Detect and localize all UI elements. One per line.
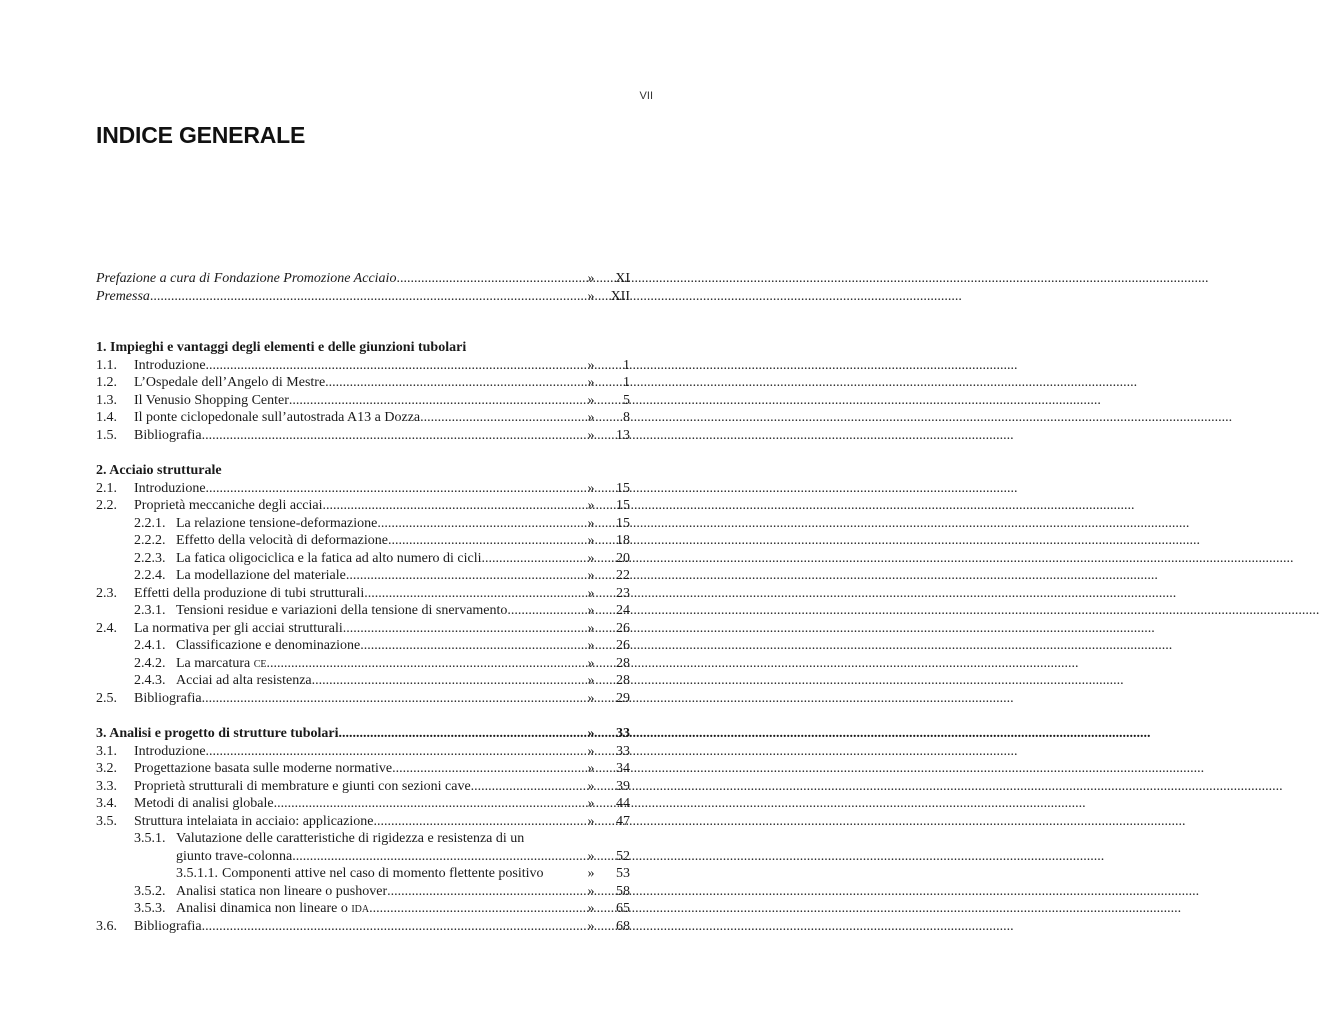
page-ref: 29 [616,690,630,706]
toc-entry-number: 2.3.1. [134,603,166,618]
page-ref: 1 [623,375,630,390]
toc-entry [96,830,630,848]
dot-leader [325,374,576,392]
toc-entry-title-text: Progettazione basata sulle moderne normative [134,761,393,776]
toc-entry-title-text: L’Ospedale dell’Angelo di Mestre [134,375,326,390]
toc-entry-title-text: Classificazione e denominazione [176,638,361,653]
toc-entry-number: 2.2.3. [134,550,166,566]
toc-entry-number: 1.5. [96,427,117,443]
page-marker: » [587,690,595,706]
page-number: VII [639,90,653,102]
page-marker: » [587,620,595,636]
toc-entry-title [134,357,206,375]
toc-entry-number: 1.3. [96,392,117,408]
toc-entry-title-text: Effetti della produzione di tubi strutturali [134,585,365,601]
dot-leader [150,288,576,306]
toc-entry [96,515,630,533]
dot-leader [323,497,576,515]
toc-entry-number: 2.4.2. [134,655,166,671]
toc-entry-number: 3.2. [96,761,117,776]
page-marker: » [587,271,595,286]
toc-entry-acronym: CE [253,658,267,670]
toc-entry [96,865,630,883]
page-marker: » [587,673,595,688]
toc-entry-title-text: La fatica oligociclica e la fatica ad alto numero di cicli [176,550,482,566]
toc-entry-title [96,725,339,743]
toc-entry-title [134,427,202,445]
dot-leader [267,655,576,673]
toc-entry-title [96,462,222,480]
page-marker: » [587,866,595,881]
toc-entry-title [134,409,420,427]
toc-entry-title-text: Introduzione [134,480,206,496]
spacer [96,305,630,339]
page-ref: 28 [616,673,630,688]
toc-entry-title [134,620,343,638]
toc-entry [96,567,630,585]
page-marker: » [587,883,595,899]
toc-entry [96,357,630,375]
toc-entry-title-text: Analisi dinamica non lineare o [176,901,348,916]
toc-entry-number: 3.6. [96,918,117,934]
toc-entry-title [134,690,202,708]
toc-entry-title-text: Introduzione [134,357,206,373]
toc-entry-title [176,602,507,620]
toc-entry [96,374,630,392]
spacer [96,444,630,462]
toc-entry-title [176,655,267,674]
dot-leader [360,637,576,655]
page-ref: 22 [616,568,630,583]
toc-entry-number: 2.3. [96,585,117,601]
dot-leader [339,725,576,743]
toc-entry [96,409,630,427]
page-marker: » [587,761,595,776]
toc-entry-number: 3.3. [96,778,117,794]
toc-entry-acronym: IDA [351,904,370,915]
page-marker: » [587,515,595,531]
toc-entry-number: 2.1. [96,480,117,496]
toc-entry-title-text: Premessa [96,288,150,304]
page-ref: 28 [616,655,630,671]
toc-entry [96,532,630,550]
toc-entry [96,848,630,866]
toc-entry [96,288,630,306]
toc-entry-title [176,672,312,690]
toc-entry-number: 2.2.4. [134,568,166,583]
dot-leader [274,795,576,813]
toc-entry-number: 1.1. [96,357,117,373]
page-marker: » [587,726,595,741]
page-ref: 24 [616,603,630,618]
toc-entry-number: 3.1. [96,743,117,759]
dot-leader [387,883,576,901]
page-marker: » [587,392,595,408]
toc-entry [96,480,630,498]
spacer [96,707,630,725]
toc-entry-title-text: Il ponte ciclopedonale sull’autostrada A13 a Dozza [134,410,421,425]
toc-entry [96,427,630,445]
toc-entry-title [176,900,369,919]
page-ref: 53 [616,866,630,881]
toc-entry [96,270,630,288]
dot-leader [202,427,576,445]
toc-entry-title-text: giunto trave-colonna [176,848,293,864]
toc-entry-title [134,480,206,498]
toc-entry-title-text: Componenti attive nel caso di momento flettente positivo [222,866,544,881]
page-marker: » [587,918,595,934]
page-ref: 8 [623,410,630,425]
toc-entry [96,655,630,673]
toc-entry-title-text: Bibliografia [134,427,202,443]
toc-entry-title-text: Metodi di analisi globale [134,796,274,811]
toc-entry-title-text: Bibliografia [134,918,202,934]
toc-entry-number: 3.4. [96,796,117,811]
dot-leader [206,480,576,498]
toc-entry-title [134,813,373,831]
toc-entry [96,392,630,410]
toc-entry-number: 2.2.2. [134,533,166,548]
toc-entry-title [134,778,471,796]
toc-entry-number: 2.4.1. [134,638,166,653]
toc-entry [96,585,630,603]
dot-leader [507,602,576,620]
dot-leader [289,392,576,410]
toc-entry-number: 2.4. [96,620,117,636]
toc-chapter-heading [96,339,630,357]
page-marker: » [587,357,595,373]
toc-entry-title-text: 3. Analisi e progetto di strutture tubolari [96,726,339,741]
page-ref: 47 [616,813,630,829]
toc-entry-title-text: La modellazione del materiale [176,568,346,583]
dot-leader [388,532,576,550]
page-marker: » [587,796,595,811]
page-marker: » [587,603,595,618]
toc-entry-title [134,585,364,603]
dot-leader [364,585,576,603]
dot-leader [292,848,576,866]
page-ref: XI [615,271,630,286]
toc-entry-title [134,392,289,410]
toc-entry-title [176,848,292,866]
toc-entry-number: 2.2.1. [134,515,166,531]
toc-entry-title-text: Struttura intelaiata in acciaio: applicazione [134,813,374,829]
toc-entry [96,900,630,918]
toc-entry [96,778,630,796]
page-ref: 33 [616,743,630,759]
toc-entry-title [176,515,377,533]
toc-entry [96,743,630,761]
toc-entry [96,672,630,690]
dot-leader [369,900,576,918]
dot-leader [312,672,576,690]
toc-entry-number: 2.2. [96,498,117,513]
page-ref: 1 [623,357,630,373]
page-ref: 44 [616,796,630,811]
toc-entry-title [176,637,360,655]
page-marker: » [587,743,595,759]
toc-entry [96,813,630,831]
toc-entry-title [176,532,388,550]
page-ref: 5 [623,392,630,408]
toc-entry-title-text: Proprietà strutturali di membrature e giunti con sezioni cave [134,778,471,794]
toc-entry-number: 2.5. [96,690,117,706]
toc-entry-title [134,743,206,761]
page-ref: 68 [616,918,630,934]
dot-leader [471,778,576,796]
dot-leader [373,813,576,831]
toc-entry [96,497,630,515]
toc-entry-title-text: La normativa per gli acciai strutturali [134,620,343,636]
toc-entry-number: 2.4.3. [134,673,166,688]
toc-entry-title [134,374,325,392]
toc-entry [96,918,630,936]
toc-entry-title [134,497,323,515]
toc-entry [96,760,630,778]
page-ref: 26 [616,638,630,653]
toc-chapter-heading [96,725,630,743]
page-ref: 26 [616,620,630,636]
page-ref: 18 [616,533,630,548]
page-marker: » [587,550,595,566]
page-ref: 20 [616,550,630,566]
toc-entry-title-text: Effetto della velocità di deformazione [176,533,388,548]
page-marker: » [587,533,595,548]
toc-entry-number: 3.5.2. [134,883,166,899]
toc-entry-title-text: Valutazione delle caratteristiche di rigidezza e resistenza di un [176,831,525,846]
page-ref: 34 [616,761,630,776]
page-marker: » [587,778,595,794]
page-title: INDICE GENERALE [96,122,306,148]
dot-leader [482,550,576,568]
page-marker: » [587,585,595,601]
toc-entry-title-text: Prefazione a cura di Fondazione Promozione Acciaio [96,271,397,286]
dot-leader [343,620,576,638]
page-ref: 33 [616,726,630,741]
toc-entry-title-text: Proprietà meccaniche degli acciai [134,498,323,513]
toc-entry [96,620,630,638]
toc-entry [96,795,630,813]
toc-entry-number: 3.5. [96,813,117,829]
dot-leader [420,409,576,427]
page-ref: 15 [616,480,630,496]
toc-entry-title-text: Tensioni residue e variazioni della tensione di snervamento [176,603,508,618]
toc-entry-title-text: Acciai ad alta resistenza [176,673,312,688]
toc-entry [96,690,630,708]
toc-entry-title-text: 2. Acciaio strutturale [96,463,222,478]
toc-chapter-heading [96,462,630,480]
toc-entry-title [96,270,396,288]
toc-entry-title [134,918,202,936]
dot-leader [206,357,576,375]
dot-leader [202,918,576,936]
page-ref: 23 [616,585,630,601]
page-marker: » [587,410,595,425]
dot-leader [206,743,576,761]
page-marker: » [587,375,595,390]
page-ref: 52 [616,848,630,864]
page-ref: 65 [616,901,630,916]
toc-entry-title-text: Introduzione [134,743,206,759]
toc-entry [96,637,630,655]
toc-entry-number: 1.2. [96,375,117,390]
toc-entry-title-text: Bibliografia [134,690,202,706]
toc-entry-title-text: La marcatura [176,655,251,671]
page-ref: 15 [616,515,630,531]
page-marker: » [587,288,595,304]
page-marker: » [587,568,595,583]
toc-entry-title-text: Il Venusio Shopping Center [134,392,289,408]
toc-entry-number: 3.5.1.1. [176,866,218,881]
toc-entry-title [176,550,482,568]
toc-entry-title-text: La relazione tensione-deformazione [176,515,378,531]
page-marker: » [587,813,595,829]
toc-entry-title [134,760,392,778]
toc-entry-number: 3.5.1. [134,831,166,846]
page-marker: » [587,480,595,496]
toc-entry-number: 3.5.3. [134,901,166,916]
dot-leader [392,760,576,778]
page-ref: 58 [616,883,630,899]
table-of-contents [96,270,630,935]
toc-entry-title [96,339,466,357]
toc-entry-title-text: Analisi statica non lineare o pushover [176,883,388,899]
page-marker: » [587,638,595,653]
dot-leader [377,515,576,533]
page-ref: 13 [616,427,630,443]
page-ref: XII [610,288,630,304]
page-ref: 39 [616,778,630,794]
toc-entry-number: 1.4. [96,410,117,425]
dot-leader [346,567,576,585]
dot-leader [202,690,576,708]
page-marker: » [587,427,595,443]
page-marker: » [587,848,595,864]
toc-entry [96,602,630,620]
page-marker: » [587,901,595,916]
toc-entry-title [176,883,387,901]
toc-entry-title-text: 1. Impieghi e vantaggi degli elementi e delle giunzioni tubolari [96,340,467,355]
toc-entry-title [176,567,346,585]
page-ref: 15 [616,498,630,513]
toc-entry [96,883,630,901]
toc-entry-title [222,865,544,883]
toc-entry-title [176,830,524,848]
dot-leader [396,270,576,288]
toc-entry [96,550,630,568]
toc-entry-title [96,288,150,306]
page-marker: » [587,498,595,513]
page-marker: » [587,655,595,671]
toc-entry-title [134,795,274,813]
